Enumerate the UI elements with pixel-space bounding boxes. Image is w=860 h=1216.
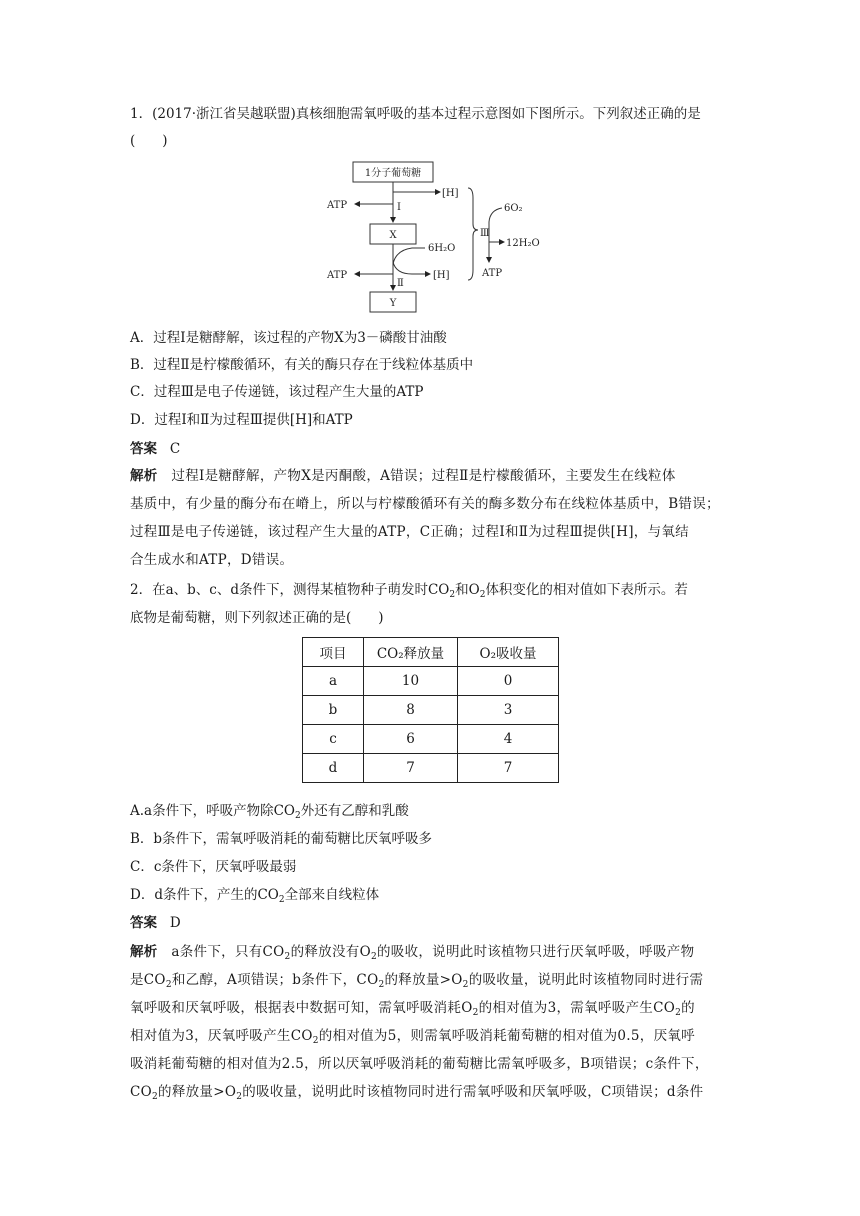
glucose-label: 1分子葡萄糖 bbox=[364, 168, 422, 179]
q1-answer-value: C bbox=[169, 441, 181, 457]
q1-stem-line1: 1．(2017·浙江省吴越联盟)真核细胞需氧呼吸的基本过程示意图如下图所示。下列叙述正确的是 bbox=[130, 106, 701, 122]
q2-option-a bbox=[130, 801, 409, 821]
q2-a4-1: 相对值为3，厌氧呼吸产生CO bbox=[130, 1028, 313, 1044]
q2-option-d bbox=[130, 885, 379, 905]
table-header: 项目 bbox=[303, 638, 364, 667]
table-cell: 8 bbox=[364, 696, 458, 725]
q2-option-b: B．b条件下，需氧呼吸消耗的葡萄糖比厌氧呼吸多 bbox=[130, 831, 433, 847]
table-cell: 0 bbox=[458, 667, 559, 696]
q2-analysis-4 bbox=[130, 1026, 695, 1046]
step-1-label: Ⅰ bbox=[397, 202, 401, 213]
q1-answer bbox=[130, 439, 180, 459]
table-row bbox=[303, 725, 559, 754]
q2-answer-value: D bbox=[169, 915, 181, 931]
step-2-label: Ⅱ bbox=[397, 278, 404, 289]
water-in-label: 6H₂O bbox=[428, 243, 456, 254]
sub: 2 bbox=[152, 1092, 159, 1102]
sub: 2 bbox=[165, 980, 172, 990]
table-cell: 10 bbox=[364, 667, 458, 696]
table-cell: a bbox=[303, 667, 364, 696]
sub: 2 bbox=[479, 590, 486, 600]
sub: 2 bbox=[675, 1008, 682, 1018]
data-table bbox=[302, 637, 559, 783]
x-label: X bbox=[389, 230, 397, 241]
table-cell: 3 bbox=[458, 696, 559, 725]
atp-label-1: ATP bbox=[327, 200, 348, 211]
atp-label-3: ATP bbox=[482, 268, 503, 279]
q2-stem-1c: 体积变化的相对值如下表所示。若 bbox=[485, 582, 688, 598]
q1-answer-label: 答案 bbox=[130, 441, 157, 457]
q2-analysis-5: 吸消耗葡萄糖的相对值为2.5，所以厌氧呼吸消耗的葡萄糖比需氧呼吸多，B项错误；c条件下， bbox=[130, 1056, 709, 1072]
q2-option-d-2: 全部来自线粒体 bbox=[284, 887, 380, 903]
q2-a6-2: 的释放量>O bbox=[158, 1084, 237, 1100]
q2-option-d-1: D．d条件下，产生的CO bbox=[130, 887, 279, 903]
sub: 2 bbox=[278, 895, 285, 905]
sub: 2 bbox=[462, 980, 469, 990]
q2-analysis-2 bbox=[130, 970, 703, 990]
q1-analysis-text-1: 过程Ⅰ是糖酵解，产物X是丙酮酸，A错误；过程Ⅱ是柠檬酸循环，主要发生在线粒体 bbox=[171, 468, 676, 484]
table-row bbox=[303, 667, 559, 696]
q2-a6-3: 的吸收量，说明此时该植物同时进行需氧呼吸和厌氧呼吸，C项错误；d条件 bbox=[242, 1084, 704, 1100]
q2-analysis-6 bbox=[130, 1082, 703, 1102]
q1-option-a: A．过程Ⅰ是糖酵解，该过程的产物X为3－磷酸甘油酸 bbox=[130, 330, 447, 346]
h-label-2: [H] bbox=[433, 270, 450, 281]
q2-a4-2: 的相对值为5，则需氧呼吸消耗葡萄糖的相对值为0.5，厌氧呼 bbox=[318, 1028, 695, 1044]
table-cell: d bbox=[303, 754, 364, 783]
table-row bbox=[303, 754, 559, 783]
q2-answer-label: 答案 bbox=[130, 915, 157, 931]
table-header-row bbox=[303, 638, 559, 667]
q2-stem-line2: 底物是葡萄糖，则下列叙述正确的是( ) bbox=[130, 610, 384, 626]
q2-a1-2: 的释放没有O bbox=[290, 944, 371, 960]
q2-stem-1b: 和O bbox=[455, 582, 480, 598]
atp-label-2: ATP bbox=[327, 270, 348, 281]
q1-option-c: C．过程Ⅲ是电子传递链，该过程产生大量的ATP bbox=[130, 384, 424, 400]
q2-a2-4: 的吸收量，说明此时该植物同时进行需 bbox=[468, 972, 704, 988]
q2-a1-3: 的吸收，说明此时该植物只进行厌氧呼吸，呼吸产物 bbox=[376, 944, 695, 960]
q2-analysis-label: 解析 bbox=[130, 944, 158, 960]
q2-a3-2: 的相对值为3，需氧呼吸产生CO bbox=[478, 1000, 676, 1016]
sub: 2 bbox=[449, 590, 456, 600]
q2-stem-line1 bbox=[130, 580, 688, 600]
table-cell: c bbox=[303, 725, 364, 754]
q2-a3-3: 的 bbox=[681, 1000, 695, 1016]
q1-analysis-3: 过程Ⅲ是电子传递链，该过程产生大量的ATP，C正确；过程Ⅰ和Ⅱ为过程Ⅲ提供[H]，与氧结 bbox=[130, 524, 689, 540]
q1-analysis-1 bbox=[130, 466, 676, 486]
q2-a2-1: 是CO bbox=[130, 972, 166, 988]
q2-a2-3: 的释放量>O bbox=[384, 972, 463, 988]
q2-analysis-1 bbox=[130, 942, 694, 962]
q2-option-c: C．c条件下，厌氧呼吸最弱 bbox=[130, 859, 297, 875]
table-cell: 7 bbox=[458, 754, 559, 783]
q2-stem-1a: 2．在a、b、c、d条件下，测得某植物种子萌发时CO bbox=[130, 582, 450, 598]
q2-a6-1: CO bbox=[130, 1084, 152, 1100]
water-out-label: 12H₂O bbox=[506, 238, 540, 249]
y-label: Y bbox=[389, 298, 397, 309]
sub: 2 bbox=[378, 980, 385, 990]
q1-analysis-2: 基质中，有少量的酶分布在嵴上，所以与柠檬酸循环有关的酶多数分布在线粒体基质中，B错误； bbox=[130, 496, 720, 512]
sub: 2 bbox=[236, 1092, 243, 1102]
q2-a1-1: a条件下，只有CO bbox=[171, 944, 285, 960]
q2-a2-2: 和乙醇，A项错误；b条件下，CO bbox=[171, 972, 379, 988]
table-row bbox=[303, 696, 559, 725]
q2-analysis-3 bbox=[130, 998, 695, 1018]
q2-option-a-1: A.a条件下，呼吸产物除CO bbox=[130, 803, 295, 819]
sub: 2 bbox=[295, 811, 301, 821]
q1-stem-line2: ( ) bbox=[130, 133, 168, 149]
respiration-diagram bbox=[320, 158, 550, 318]
table-cell: 7 bbox=[364, 754, 458, 783]
sub: 2 bbox=[472, 1008, 479, 1018]
h-label-1: [H] bbox=[442, 188, 459, 199]
oxygen-label: 6O₂ bbox=[504, 203, 523, 214]
table-cell: 4 bbox=[458, 725, 559, 754]
table-cell: b bbox=[303, 696, 364, 725]
q2-answer bbox=[130, 913, 181, 933]
sub: 2 bbox=[284, 952, 291, 962]
table-cell: 6 bbox=[364, 725, 458, 754]
sub: 2 bbox=[370, 952, 377, 962]
q1-option-d: D．过程Ⅰ和Ⅱ为过程Ⅲ提供[H]和ATP bbox=[130, 412, 353, 428]
q1-analysis-4: 合生成水和ATP，D错误。 bbox=[130, 552, 294, 568]
table-header: O₂吸收量 bbox=[458, 638, 559, 667]
step-3-label: Ⅲ bbox=[480, 228, 490, 239]
q2-option-a-2: 外还有乙醇和乳酸 bbox=[300, 803, 409, 819]
q2-a3-1: 氧呼吸和厌氧呼吸，根据表中数据可知，需氧呼吸消耗O bbox=[130, 1000, 473, 1016]
q1-analysis-label: 解析 bbox=[130, 468, 158, 484]
q1-option-b: B．过程Ⅱ是柠檬酸循环，有关的酶只存在于线粒体基质中 bbox=[130, 357, 474, 373]
sub: 2 bbox=[312, 1036, 319, 1046]
table-header: CO₂释放量 bbox=[364, 638, 458, 667]
